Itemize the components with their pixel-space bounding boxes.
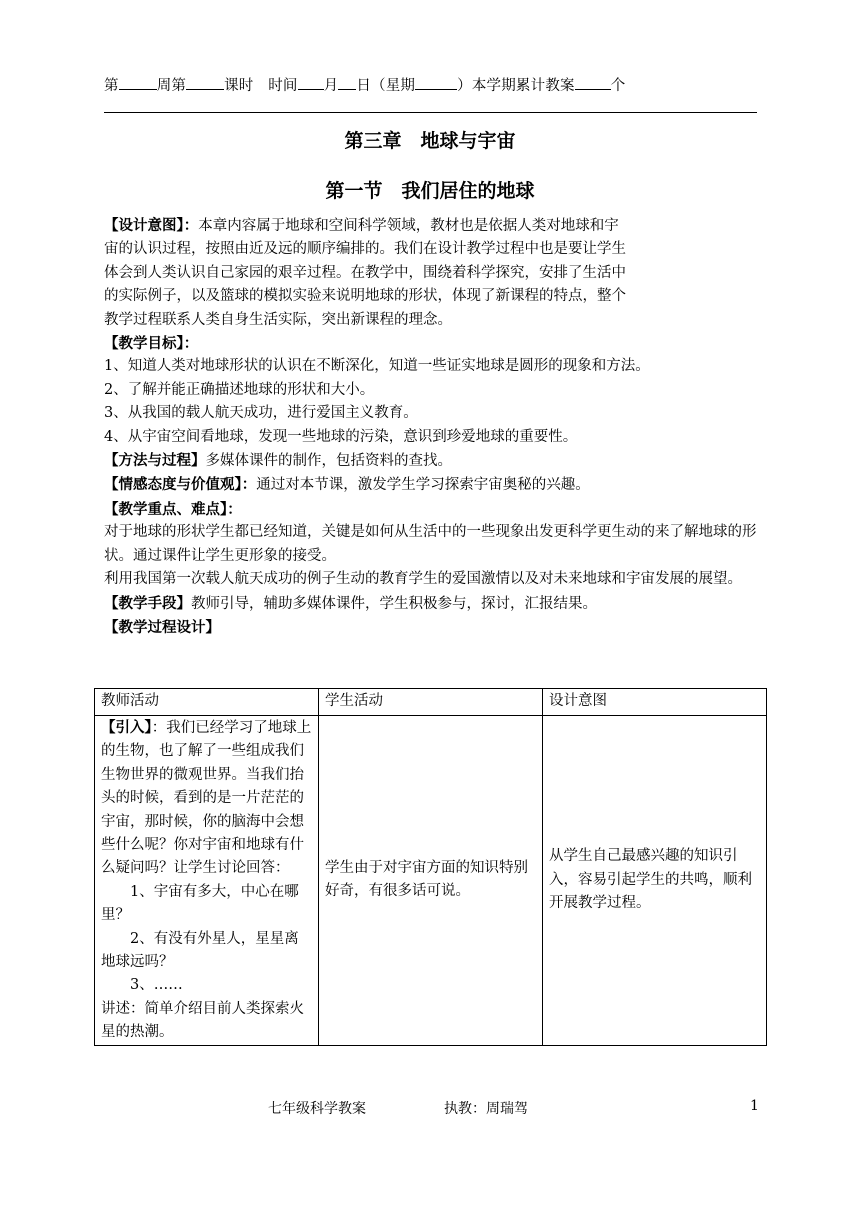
- header-time-label: 课时 时间: [224, 78, 298, 94]
- count-blank: [575, 75, 611, 90]
- method-paragraph: [104, 449, 764, 473]
- column-header-intent: 设计意图: [543, 689, 767, 716]
- teacher-activity-cell: [95, 716, 319, 1046]
- lesson-blank: [186, 75, 224, 90]
- header-lesson-prefix: 周第: [156, 78, 187, 94]
- column-header-student: 学生活动: [319, 689, 543, 716]
- student-activity-cell: 学生由于对宇宙方面的知识特别好奇，有很多话可说。: [319, 716, 543, 1046]
- design-intent-label: 【设计意图】：: [104, 217, 199, 234]
- month-blank: [298, 75, 324, 90]
- emotion-paragraph: [104, 473, 764, 497]
- key-points-paragraph: 利用我国第一次载人航天成功的例子生动的教育学生的爱国激情以及对未来地球和宇宙发展的展望。: [104, 571, 742, 588]
- header-count-label: ）本学期累计教案: [457, 78, 575, 94]
- means-text: 教师引导，辅助多媒体课件，学生积极参与，探讨，汇报结果。: [191, 595, 597, 612]
- page-number: 1: [750, 1098, 759, 1114]
- key-points-label: 【教学重点、难点】：: [104, 500, 242, 518]
- table-row: [95, 716, 767, 1046]
- design-intent-line: 体会到人类认识自己家园的艰辛过程。在教学中，围绕着科学探究，安排了生活中: [104, 264, 626, 281]
- method-label: 【方法与过程】: [104, 452, 206, 470]
- process-table: [94, 688, 767, 1046]
- means-paragraph: [104, 592, 764, 616]
- intro-text: ：我们已经学习了地球上的生物，也了解了一些组成我们生物世界的微观世界。当我们抬头的时候，看到的是一片茫茫的宇宙，那时候，你的脑海中会想些什么呢？你对宇宙和地球有什么疑问吗？让学生讨论回答：: [101, 720, 312, 877]
- goals-label: 【教学目标】：: [104, 335, 199, 353]
- chapter-title: 第三章 地球与宇宙: [344, 130, 516, 152]
- design-intent-paragraph: [104, 214, 732, 332]
- section-title: 第一节 我们居住的地球: [325, 180, 535, 202]
- design-intent-cell: 从学生自己最感兴趣的知识引入，容易引起学生的共鸣，顺利开展教学过程。: [543, 716, 767, 1046]
- design-intent-line: 教学过程联系人类自身生活实际，突出新课程的理念。: [104, 311, 452, 328]
- question-item: 1、宇宙有多大，中心在哪里？: [101, 883, 299, 924]
- weekday-blank: [415, 75, 457, 90]
- intro-label: 【引入】: [101, 719, 152, 736]
- question-item: 2、有没有外星人，星星离地球远吗？: [101, 930, 299, 971]
- header-week-prefix: 第: [104, 78, 119, 94]
- emotion-label: 【情感态度与价值观】：: [104, 476, 257, 494]
- header-month-label: 月: [323, 78, 339, 94]
- design-intent-line: 的实际例子，以及篮球的模拟实验来说明地球的形状，体现了新课程的特点，整个: [104, 288, 626, 305]
- question-item: 3、……: [130, 977, 183, 994]
- goal-item: 4、从宇宙空间看地球，发现一些地球的污染，意识到珍爱地球的重要性。: [104, 428, 578, 445]
- process-label: 【教学过程设计】: [104, 618, 220, 636]
- footer-course: 七年级科学教案: [268, 1101, 366, 1117]
- goal-item: 2、了解并能正确描述地球的形状和大小。: [104, 381, 375, 398]
- header-divider: [104, 112, 757, 113]
- day-blank: [338, 75, 356, 90]
- design-intent-line: 本章内容属于地球和空间科学领域，教材也是依据人类对地球和宇: [198, 218, 619, 234]
- method-text: 多媒体课件的制作，包括资料的查找。: [205, 453, 452, 470]
- means-label: 【教学手段】: [104, 594, 191, 612]
- lesson-header: [104, 74, 764, 95]
- week-blank: [119, 75, 157, 90]
- column-header-teacher: 教师活动: [95, 689, 319, 716]
- key-points-paragraph: 对于地球的形状学生都已经知道，关键是如何从生活中的一些现象出发更科学更生动的来了解地球的形状。通过课件让学生更形象的接受。: [104, 524, 757, 564]
- header-day-label: 日（星期: [356, 78, 416, 94]
- lesson-body: [104, 214, 764, 639]
- goal-item: 1、知道人类对地球形状的认识在不断深化，知道一些证实地球是圆形的现象和方法。: [104, 358, 650, 375]
- table-header-row: [95, 689, 767, 716]
- footer-teacher: 执教：周瑞驾: [444, 1101, 528, 1117]
- narration-text: 讲述：简单介绍目前人类探索火星的热潮。: [101, 1000, 304, 1041]
- design-intent-line: 宙的认识过程，按照由近及远的顺序编排的。我们在设计教学过程中也是要让学生: [104, 241, 626, 258]
- emotion-text: 通过对本节课，激发学生学习探索宇宙奥秘的兴趣。: [256, 477, 590, 494]
- header-count-suffix: 个: [610, 78, 626, 94]
- goal-item: 3、从我国的载人航天成功，进行爱国主义教育。: [104, 405, 418, 422]
